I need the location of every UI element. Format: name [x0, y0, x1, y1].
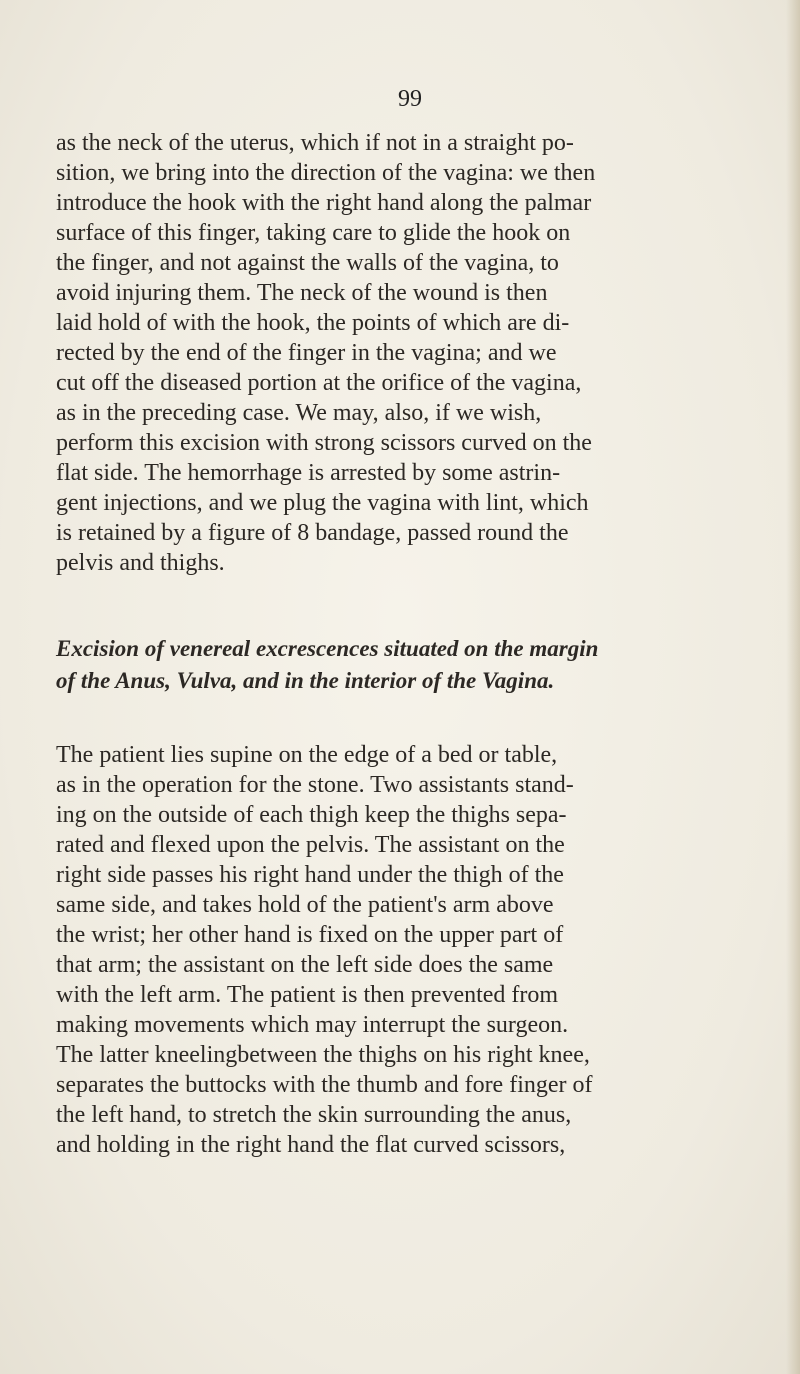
text-line: same side, and takes hold of the patient's arm above — [56, 892, 554, 918]
text-line: as the neck of the uterus, which if not in a straight po- — [56, 130, 574, 156]
page-number: 99 — [398, 86, 422, 112]
text-line: as in the preceding case. We may, also, if we wish, — [56, 400, 542, 426]
text-line: and holding in the right hand the flat curved scissors, — [56, 1132, 566, 1158]
text-line: ing on the outside of each thigh keep the thighs sepa- — [56, 802, 567, 828]
heading-line: Excision of venereal excrescences situated on the margin — [56, 636, 599, 661]
heading-line: of the Anus, Vulva, and in the interior of the Vagina. — [56, 668, 555, 693]
text-line: perform this excision with strong scissors curved on the — [56, 430, 592, 456]
text-line: rated and flexed upon the pelvis. The assistant on the — [56, 832, 565, 858]
text-line: gent injections, and we plug the vagina with lint, which — [56, 490, 589, 516]
text-line: The latter kneelingbetween the thighs on his right knee, — [56, 1042, 590, 1068]
page-edge-shadow — [786, 0, 800, 1374]
text-line: the finger, and not against the walls of the vagina, to — [56, 250, 559, 276]
text-line: with the left arm. The patient is then prevented from — [56, 982, 559, 1008]
text-line: surface of this finger, taking care to glide the hook on — [56, 220, 571, 246]
text-line: flat side. The hemorrhage is arrested by some astrin- — [56, 460, 561, 486]
text-line: the left hand, to stretch the skin surrounding the anus, — [56, 1102, 572, 1128]
text-line: separates the buttocks with the thumb and fore finger of — [56, 1072, 593, 1098]
text-line: cut off the diseased portion at the orifice of the vagina, — [56, 370, 582, 396]
text-line: making movements which may interrupt the surgeon. — [56, 1012, 569, 1038]
text-line: the wrist; her other hand is fixed on the upper part of — [56, 922, 564, 948]
text-line: that arm; the assistant on the left side does the same — [56, 952, 554, 978]
text-line: as in the operation for the stone. Two assistants stand- — [56, 772, 574, 798]
text-line: is retained by a figure of 8 bandage, passed round the — [56, 520, 569, 546]
text-line: pelvis and thighs. — [56, 550, 225, 576]
text-line: avoid injuring them. The neck of the wound is then — [56, 280, 548, 306]
text-line: sition, we bring into the direction of the vagina: we then — [56, 160, 596, 186]
text-line: rected by the end of the finger in the vagina; and we — [56, 340, 557, 366]
text-line: introduce the hook with the right hand along the palmar — [56, 190, 592, 216]
text-line: The patient lies supine on the edge of a bed or table, — [56, 742, 558, 768]
text-line: right side passes his right hand under the thigh of the — [56, 862, 564, 888]
text-line: laid hold of with the hook, the points of which are di- — [56, 310, 570, 336]
